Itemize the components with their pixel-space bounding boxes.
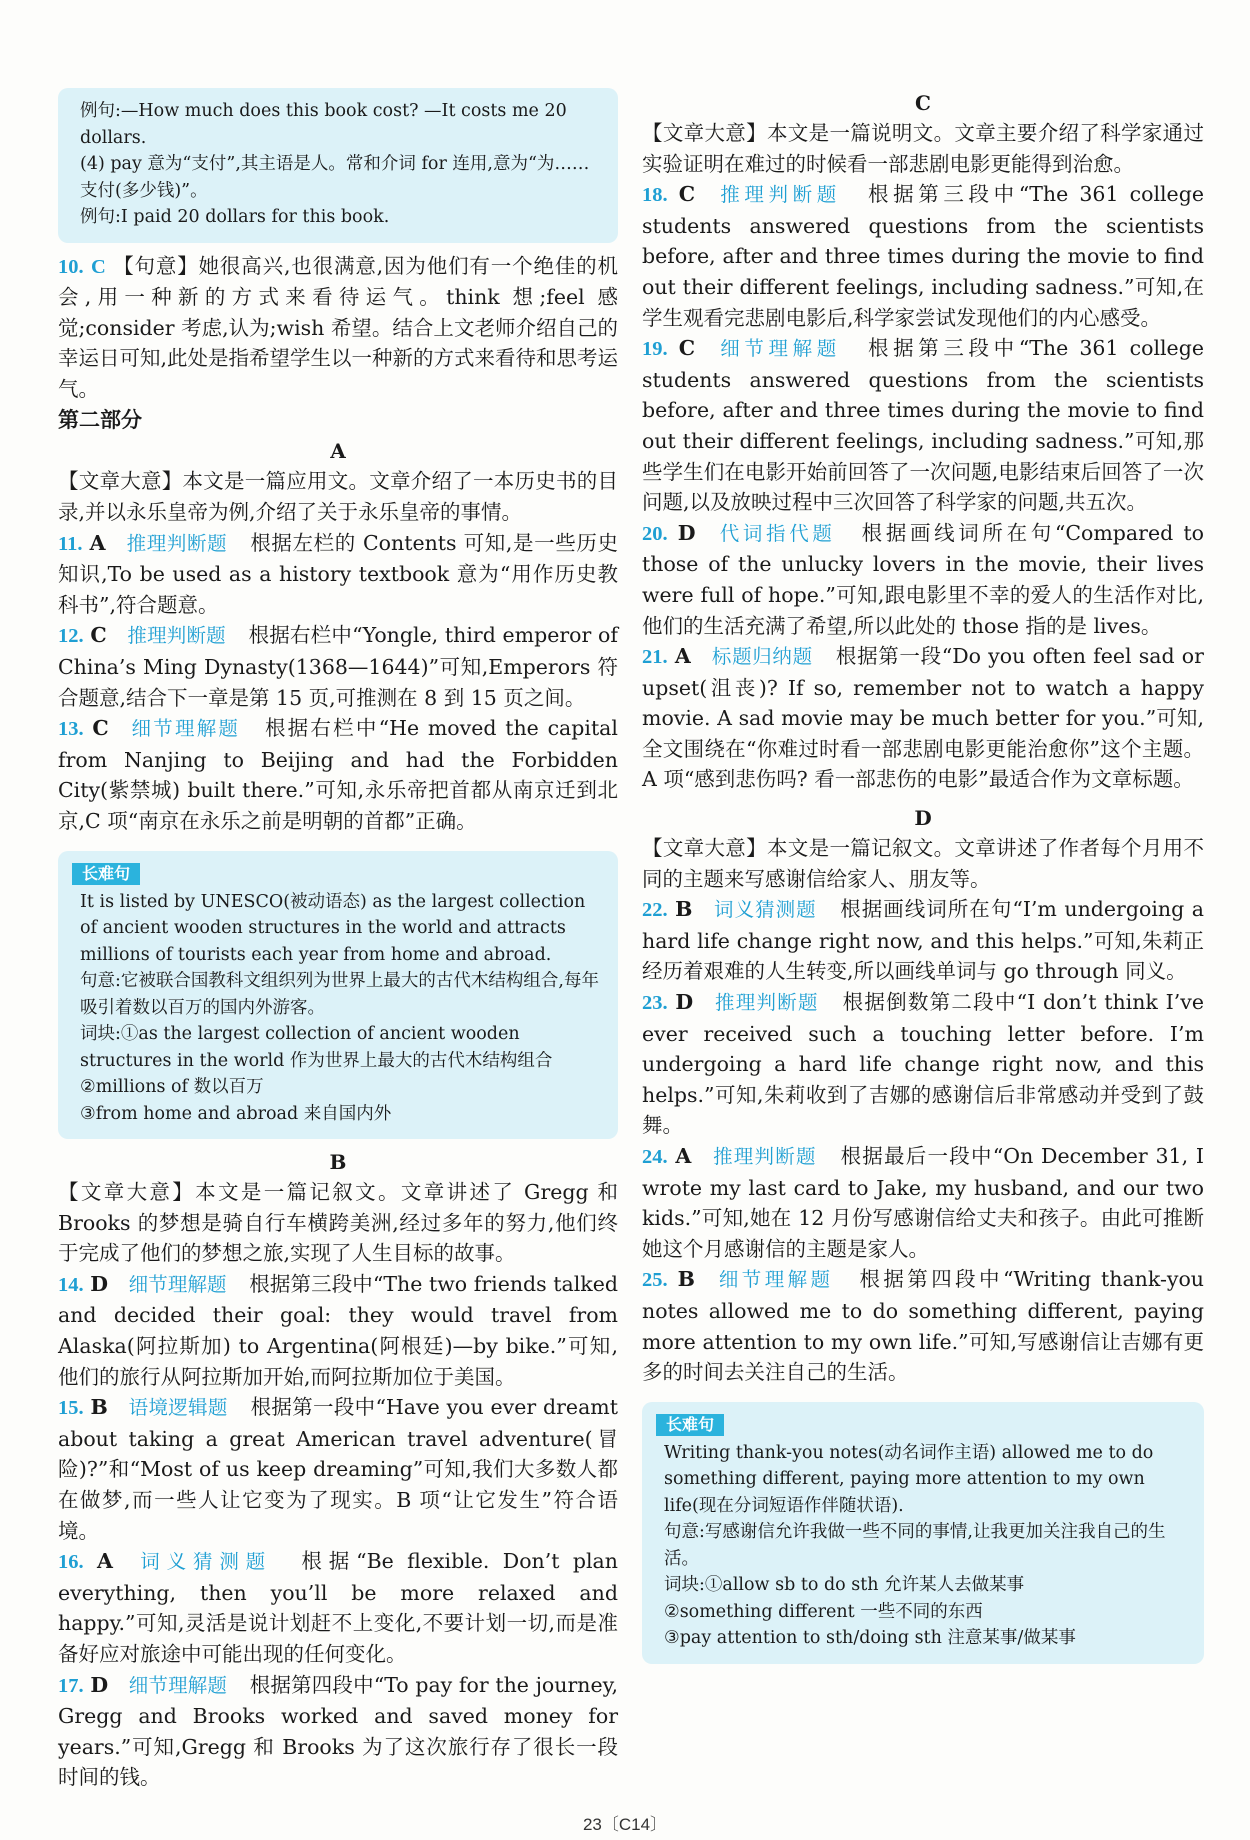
- question-type-label: 细节理解题: [720, 337, 841, 361]
- word-chunk-3: ③pay attention to sth/doing sth 注意某事/做某事: [664, 1628, 1076, 1649]
- question-number: 11.: [58, 532, 83, 555]
- answer-q19: [642, 333, 1204, 518]
- question-type-label: 细节理解题: [128, 1272, 227, 1296]
- note-pay: (4) pay 意为“支付”,其主语是人。常和介词 for 连用,意为“为……支付(多少钱)”。: [80, 154, 590, 201]
- answer-letter: D: [90, 1271, 109, 1296]
- answer-q13: [58, 713, 618, 836]
- answer-letter: A: [89, 530, 106, 555]
- explanation-text: 根据右栏中“Yongle, third emperor of China’s Ming Dynasty(1368—1644)”可知,Emperors 符合题意,结合下一章是第 15 页,可推测在 8 到 15 页之间。: [58, 623, 618, 710]
- question-type-label: 推理判断题: [127, 624, 226, 648]
- question-number: 19.: [642, 338, 668, 361]
- question-type-label: 词义猜测题: [140, 1550, 273, 1574]
- word-chunk-2: ②millions of 数以百万: [80, 1077, 264, 1098]
- explanation-text: 根据左栏的 Contents 可知,是一些历史知识,To be used as a history textbook 意为“用作历史教科书”,符合题意。: [58, 530, 618, 617]
- section-b-title: B: [329, 1150, 347, 1175]
- question-number: 16.: [58, 1551, 84, 1574]
- question-type-label: 词义猜测题: [714, 898, 817, 922]
- answer-q11: [58, 528, 618, 621]
- section-d-title: D: [914, 806, 932, 831]
- answer-q15: [58, 1392, 618, 1546]
- question-number: 14.: [58, 1273, 84, 1296]
- question-number: 25.: [642, 1269, 668, 1292]
- question-number: 22.: [642, 899, 668, 922]
- question-type-label: 推理判断题: [126, 531, 228, 555]
- part-two-title: 第二部分: [58, 408, 142, 433]
- word-chunk-3: ③from home and abroad 来自国内外: [80, 1103, 392, 1124]
- answer-q20: [642, 518, 1204, 641]
- section-c-summary: 【文章大意】本文是一篇说明文。文章主要介绍了科学家通过实验证明在难过的时候看一部悲剧电影更能得到治愈。: [642, 121, 1204, 176]
- question-number: 13.: [58, 718, 84, 741]
- example-sentence-1: 例句:—How much does this book cost? —It costs me 20 dollars.: [80, 101, 567, 148]
- answer-letter: C: [90, 623, 107, 648]
- long-sentence: Writing thank-you notes(动名词作主语) allowed me to do something different, paying more attention to my own life(现在分词短语作伴随状语).: [664, 1442, 1154, 1516]
- question-type-label: 代词指代题: [719, 521, 836, 545]
- answer-letter: A: [675, 1144, 692, 1168]
- explanation-text: 根据第三段中“The 361 college students answered questions from the scientists before, after and three times during the movie to find out their different feelings, including sadness.”可知,在学生观看完悲剧电影后,科学家尝试发现他们的内心感受。: [642, 182, 1204, 330]
- answer-letter: C: [678, 182, 696, 207]
- word-chunk-2: ②something different 一些不同的东西: [664, 1601, 983, 1622]
- question-number: 18.: [642, 184, 668, 207]
- answer-letter: B: [675, 897, 693, 922]
- note-box-pay: [58, 88, 618, 243]
- answer-letter: D: [675, 990, 694, 1015]
- answer-letter: C: [678, 336, 696, 361]
- right-column: [642, 88, 1204, 1672]
- question-number: 12.: [58, 625, 84, 648]
- answer-letter: C: [91, 255, 106, 278]
- question-number: 10.: [58, 255, 84, 278]
- long-sentence-box-d: [642, 1402, 1204, 1664]
- section-a-title: A: [330, 439, 346, 464]
- answer-q24: [642, 1141, 1204, 1264]
- answer-q25: [642, 1264, 1204, 1387]
- question-number: 24.: [642, 1146, 668, 1168]
- long-sentence-tag: 长难句: [656, 1414, 724, 1436]
- question-type-label: 细节理解题: [131, 717, 241, 741]
- answer-q10: [58, 251, 618, 405]
- explanation-text: 根据第三段中“The 361 college students answered questions from the scientists before, after and three times during the movie to find out their different feelings, including sadness.”可知,那些学生们在电影开始前回答了一次问题,电影结束后回答了一次问题,以及放映过程中三次回答了科学家的问题,共五次。: [642, 336, 1204, 515]
- explanation-text: 【句意】她很高兴,也很满意,因为他们有一个绝佳的机会,用一种新的方式来看待运气。think 想;feel 感觉;consider 考虑,认为;wish 希望。结合上文老师介绍自己的幸运日可知,此处是指希望学生以一种新的方式来看待和思考运气。: [58, 253, 619, 401]
- explanation-text: 根据第一段中“Have you ever dreamt about taking a great American travel adventure(冒险)?”和“Most of us keep dreaming”可知,我们大多数人都在做梦,而一些人让它变为了现实。B 项“让它发生”符合语境。: [58, 1395, 618, 1543]
- explanation-text: 根据第四段中“Writing thank-you notes allowed me to do something different, paying more attention to my own life.”可知,写感谢信让吉娜有更多的时间去关注自己的生活。: [642, 1267, 1204, 1385]
- answer-q12: [58, 620, 618, 713]
- long-sentence-box-a: [58, 851, 618, 1140]
- explanation-text: 根据第一段“Do you often feel sad or upset(沮丧)? If so, remember not to watch a happy movie. A sad movie may be much better for you.”可知,全文围绕在“你难过时看一部悲剧电影更能治愈你”这个主题。A 项“感到悲伤吗? 看一部悲伤的电影”最适合作为文章标题。: [642, 644, 1204, 792]
- answer-q17: [58, 1670, 618, 1793]
- word-chunk-1: 词块:①as the largest collection of ancient wooden structures in the world 作为世界上最大的古代木结构组合: [80, 1024, 553, 1071]
- answer-letter: A: [97, 1549, 113, 1574]
- question-type-label: 推理判断题: [714, 991, 819, 1015]
- sentence-meaning: 句意:写感谢信允许我做一些不同的事情,让我更加关注我自己的生活。: [664, 1522, 1166, 1569]
- question-type-label: 推理判断题: [713, 1145, 817, 1168]
- section-a-summary: 【文章大意】本文是一篇应用文。文章介绍了一本历史书的目录,并以永乐皇帝为例,介绍了关于永乐皇帝的事情。: [58, 469, 618, 525]
- word-chunk-1: 词块:①allow sb to do sth 允许某人去做某事: [664, 1575, 1025, 1596]
- section-c-title: C: [915, 91, 931, 115]
- explanation-text: 根据“Be flexible. Don’t plan everything, then you’ll be more relaxed and happy.”可知,灵活是说计划赶不上变化,不要计划一切,而是准备好应对旅途中可能出现的任何变化。: [58, 1549, 618, 1666]
- answer-q23: [642, 987, 1204, 1141]
- question-type-label: 语境逻辑题: [128, 1396, 228, 1420]
- question-type-label: 细节理解题: [718, 1268, 834, 1292]
- answer-letter: B: [90, 1395, 108, 1420]
- question-number: 20.: [642, 522, 668, 545]
- question-number: 17.: [58, 1674, 84, 1697]
- explanation-text: 根据第三段中“The two friends talked and decided their goal: they would travel from Alaska(阿拉斯加) to Argentina(阿根廷)—by bike.”可知,他们的旅行从阿拉斯加开始,而阿拉斯加位于美国。: [58, 1271, 618, 1389]
- long-sentence: It is listed by UNESCO(被动语态) as the largest collection of ancient wooden structures in the world and attracts millions of tourists each year from home and abroad.: [80, 891, 586, 965]
- explanation-text: 根据倒数第二段中“I don’t think I’ve ever received such a touching letter before. I’m undergoing a hard life change right now, and this helps.”可知,朱莉收到了吉娜的感谢信后非常感动并受到了鼓舞。: [642, 990, 1204, 1138]
- long-sentence-tag: 长难句: [72, 863, 140, 885]
- question-number: 23.: [642, 992, 668, 1015]
- question-type-label: 细节理解题: [128, 1673, 228, 1697]
- question-type-label: 推理判断题: [720, 183, 841, 207]
- question-number: 21.: [642, 646, 668, 669]
- explanation-text: 根据右栏中“He moved the capital from Nanjing to Beijing and had the Forbidden City(紫禁城) built there.”可知,永乐帝把首都从南京迁到北京,C 项“南京在永乐之前是明朝的首都”正确。: [58, 716, 618, 833]
- left-column: [58, 88, 618, 1793]
- answer-q21: [642, 641, 1204, 795]
- sentence-meaning: 句意:它被联合国教科文组织列为世界上最大的古代木结构组合,每年吸引着数以百万的国内外游客。: [80, 971, 599, 1018]
- question-number: 15.: [58, 1397, 84, 1420]
- page-number: 23〔C14〕: [582, 1815, 668, 1834]
- answer-q22: [642, 894, 1204, 987]
- answer-letter: A: [674, 644, 691, 669]
- answer-letter: C: [92, 716, 109, 741]
- example-sentence-2: 例句:I paid 20 dollars for this book.: [80, 207, 390, 227]
- explanation-text: 根据画线词所在句“Compared to those of the unlucky lovers in the movie, their lives were full of hope.”可知,跟电影里不幸的爱人的生活作对比,他们的生活充满了希望,所以此处的 those 指的是 lives。: [642, 520, 1204, 638]
- answer-q16: [58, 1546, 618, 1669]
- explanation-text: 根据第四段中“To pay for the journey, Gregg and Brooks worked and saved money for years.”可知,Gregg 和 Brooks 为了这次旅行存了很长一段时间的钱。: [58, 1672, 618, 1790]
- section-d-summary: 【文章大意】本文是一篇记叙文。文章讲述了作者每个月用不同的主题来写感谢信给家人、朋友等。: [642, 836, 1204, 891]
- question-type-label: 标题归纳题: [711, 645, 813, 669]
- explanation-text: 根据画线词所在句“I’m undergoing a hard life change right now, and this helps.”可知,朱莉正经历着艰难的人生转变,所以画线单词与 go through 同义。: [642, 897, 1204, 984]
- answer-letter: B: [677, 1267, 695, 1292]
- section-b-summary: 【文章大意】本文是一篇记叙文。文章讲述了 Gregg 和 Brooks 的梦想是骑自行车横跨美洲,经过多年的努力,他们终于完成了他们的梦想之旅,实现了人生目标的故事。: [58, 1180, 618, 1266]
- explanation-text: 根据最后一段中“On December 31, I wrote my last card to Jake, my husband, and our two kids.”可知,她在 12 月份写感谢信给丈夫和孩子。由此可推断她这个月感谢信的主题是家人。: [642, 1144, 1204, 1261]
- answer-letter: D: [677, 520, 696, 545]
- answer-letter: D: [90, 1672, 109, 1697]
- answer-q18: [642, 179, 1204, 333]
- answer-q14: [58, 1269, 618, 1392]
